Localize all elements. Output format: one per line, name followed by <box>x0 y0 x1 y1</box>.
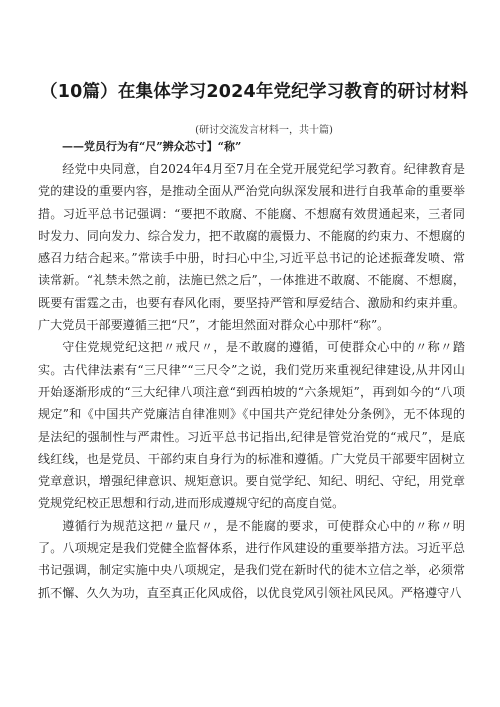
document-body <box>38 158 465 604</box>
body-paragraph-1: 经党中央同意，自2024年4月至7月在全党开展党纪学习教育。纪律教育是党的建设的重要内容，是推动全面从严治党向纵深发展和进行自我革命的重要举措。习近平总书记强调：“要把不敢腐、不能腐、不想腐有效贯通起来，三者同时发力、同向发力、综合发力，把不敢腐的震慑力、不能腐的约束力、不想腐的感召力结合起来。”常读手中册，时扫心中尘,习近平总书记的论述振聋发喷、常读常新。“礼禁未然之前，法施已然之后”，一体推进不敢腐、不能腐、不想腐，既要有雷霆之击，也要有春风化雨，要坚持严管和厚爱结合、激励和约束并重。广大党员干部要遵循三把“尺”，才能坦然面对群众心中那杆“称”。 <box>38 162 465 333</box>
document-subtitle: (研讨交流发言材料一，共十篇) <box>195 125 333 136</box>
body-paragraph-3: 遵循行为规范这把〃量尺〃，是不能腐的要求，可使群众心中的〃称〃明了。八项规定是我们党健全监督体系，进行作风建设的重要举措方法。习近平总书记强调，制定实施中央八项规定，是我们党在新时代的徒木立信之举，必须常抓不懈、久久为功，直至真正化风成俗，以优良党风引领社风民风。严格遵守八 <box>38 518 465 600</box>
body-paragraph-2: 守住党规党纪这把〃戒尺〃，是不敢腐的遵循，可使群众心中的〃称〃踏实。古代律法素有“三尺律”“三尺令”之说，我们党历来重视纪律建设,从井冈山开始逐渐形成的“三大纪律八项注意“到西柏坡的“六条规矩”，再到如今的“八项规定”和《中国共产党廉洁自律准则》《中国共产党纪律处分条例》，无不体现的是法纪的强制性与严肃性。习近平总书记指出,纪律是管党治党的“戒尺”，是底线红线，也是党员、干部约束自身行为的标准和遵循。广大党员干部要牢固树立党章意识，增强纪律意识、规矩意识。要自觉学纪、知纪、明纪、守纪，用党章党规党纪校正思想和行动,进而形成遵规守纪的高度自觉。 <box>38 340 465 511</box>
document-subhead: ——党员行为有“尺”辨众芯寸】“称” <box>62 140 242 153</box>
document-title: （10篇）在集体学习2024年党纪学习教育的研讨材料 <box>40 82 469 102</box>
